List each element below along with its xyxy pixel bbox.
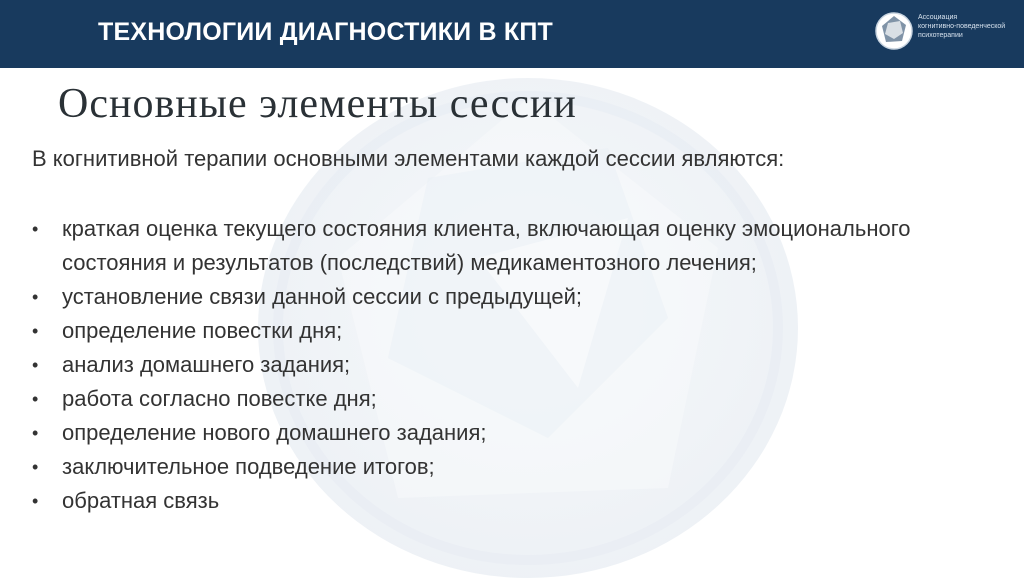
header-bar	[0, 0, 1024, 68]
list-item-text: установление связи данной сессии с предыдущей;	[62, 284, 583, 309]
logo-line: когнитивно-поведенческой	[918, 23, 1006, 30]
list-item	[32, 348, 992, 382]
logo-caption	[918, 13, 1024, 40]
logo-line: психотерапии	[918, 32, 963, 39]
bullet-marker: •	[32, 457, 39, 477]
bullet-list	[32, 212, 992, 518]
list-item	[32, 212, 992, 280]
list-item-text: анализ домашнего задания;	[62, 352, 351, 377]
bullet-marker: •	[32, 355, 39, 375]
list-item	[32, 382, 992, 416]
list-item-text: обратная связь	[62, 488, 220, 513]
logo-line: Ассоциация	[918, 14, 958, 21]
list-item	[32, 484, 992, 518]
bullet-marker: •	[32, 287, 39, 307]
list-item-text: заключительное подведение итогов;	[62, 454, 435, 479]
intro-text: В когнитивной терапии основными элементами каждой сессии являются:	[32, 146, 785, 171]
bullet-marker: •	[32, 423, 39, 443]
list-item-text: определение повестки дня;	[62, 318, 343, 343]
list-item	[32, 416, 992, 450]
list-item-text: определение нового домашнего задания;	[62, 420, 487, 445]
globe-logo-icon	[874, 11, 914, 51]
bullet-marker: •	[32, 321, 39, 341]
slide-title: Основные элементы сессии	[58, 81, 577, 127]
list-item	[32, 314, 992, 348]
list-item	[32, 450, 992, 484]
list-item	[32, 280, 992, 314]
list-item-text: работа согласно повестке дня;	[62, 386, 377, 411]
bullet-marker: •	[32, 219, 39, 239]
bullet-marker: •	[32, 491, 39, 511]
list-item-text: краткая оценка текущего состояния клиента, включающая оценку эмоционального состояния и результатов (последствий) медикаментозного лечения;	[62, 216, 911, 275]
association-logo	[874, 11, 1024, 51]
bullet-marker: •	[32, 389, 39, 409]
header-title: ТЕХНОЛОГИИ ДИАГНОСТИКИ В КПТ	[98, 18, 553, 46]
